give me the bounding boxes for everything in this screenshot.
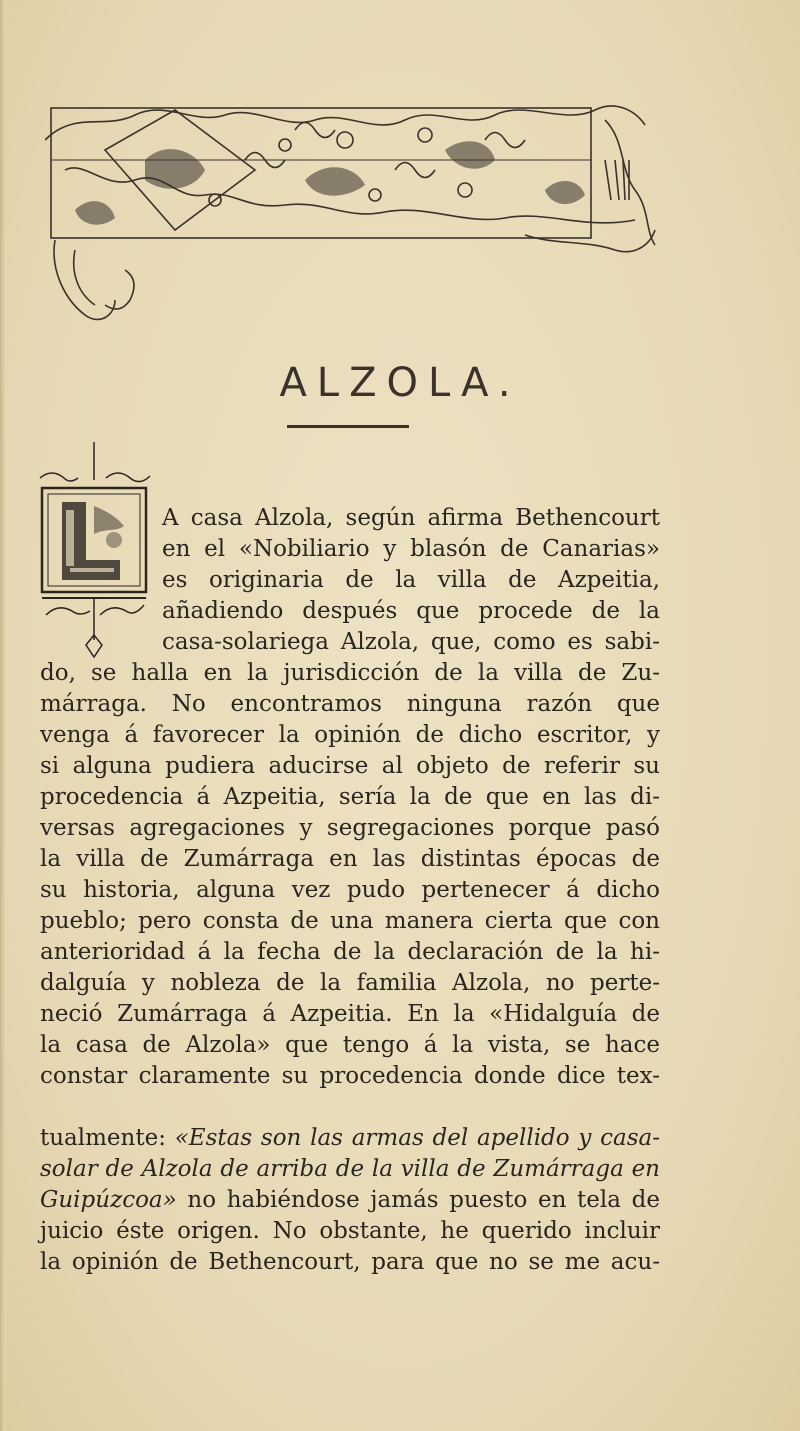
text-line-italic: «Estas son las armas del apellido y casa- [174,1125,660,1151]
body-text [40,503,660,1278]
text-line: márraga. No encontramos ninguna razón que [40,691,660,717]
text-line-italic: solar de Alzola de arriba de la villa de Zumárraga en [40,1156,660,1182]
text-line: constar claramente su procedencia donde dice tex- [40,1063,660,1089]
text-line: versas agregaciones y segregaciones porque pasó [40,815,660,841]
text-line: la villa de Zumárraga en las distintas épocas de [40,846,660,872]
title-underline-rule [287,425,409,428]
text-line-normal: no habiéndose jamás puesto en tela de [176,1187,660,1213]
text-line: si alguna pudiera aducirse al objeto de referir su [40,753,660,779]
text-line: procedencia á Azpeitia, sería la de que en las di- [40,784,660,810]
page-spine-shadow [0,0,6,1431]
text-line: casa-solariega Alzola, que, como es sabi- [162,629,660,655]
text-line: la opinión de Bethencourt, para que no se me acu- [40,1249,660,1275]
text-line-normal: tualmente: [40,1125,175,1151]
text-line: la casa de Alzola» que tengo á la vista, se hace [40,1032,660,1058]
text-line [40,1185,660,1216]
text-line: do, se halla en la jurisdicción de la villa de Zu- [40,660,660,686]
text-line: su historia, alguna vez pudo pertenecer á dicho [40,877,660,903]
text-line-italic: Guipúzcoa» [40,1187,177,1213]
text-line: pueblo; pero consta de una manera cierta que con [40,908,660,934]
text-line: es originaria de la villa de Azpeitia, [162,567,660,593]
text-line: venga á favorecer la opinión de dicho escritor, y [40,722,660,748]
chapter-title: ALZOLA. [279,360,521,406]
ornamental-headpiece [45,100,660,335]
text-line [40,1092,660,1123]
text-line: en el «Nobiliario y blasón de Canarias» [162,536,660,562]
text-line: A casa Alzola, según afirma Bethencourt [162,505,660,531]
text-line: juicio éste origen. No obstante, he querido incluir [40,1218,660,1244]
text-line [40,1123,660,1154]
text-line: dalguía y nobleza de la familia Alzola, no perte- [40,970,660,996]
text-line: neció Zumárraga á Azpeitia. En la «Hidalguía de [40,1001,660,1027]
text-line: anterioridad á la fecha de la declaración de la hi- [40,939,660,965]
text-line: añadiendo después que procede de la [162,598,660,624]
